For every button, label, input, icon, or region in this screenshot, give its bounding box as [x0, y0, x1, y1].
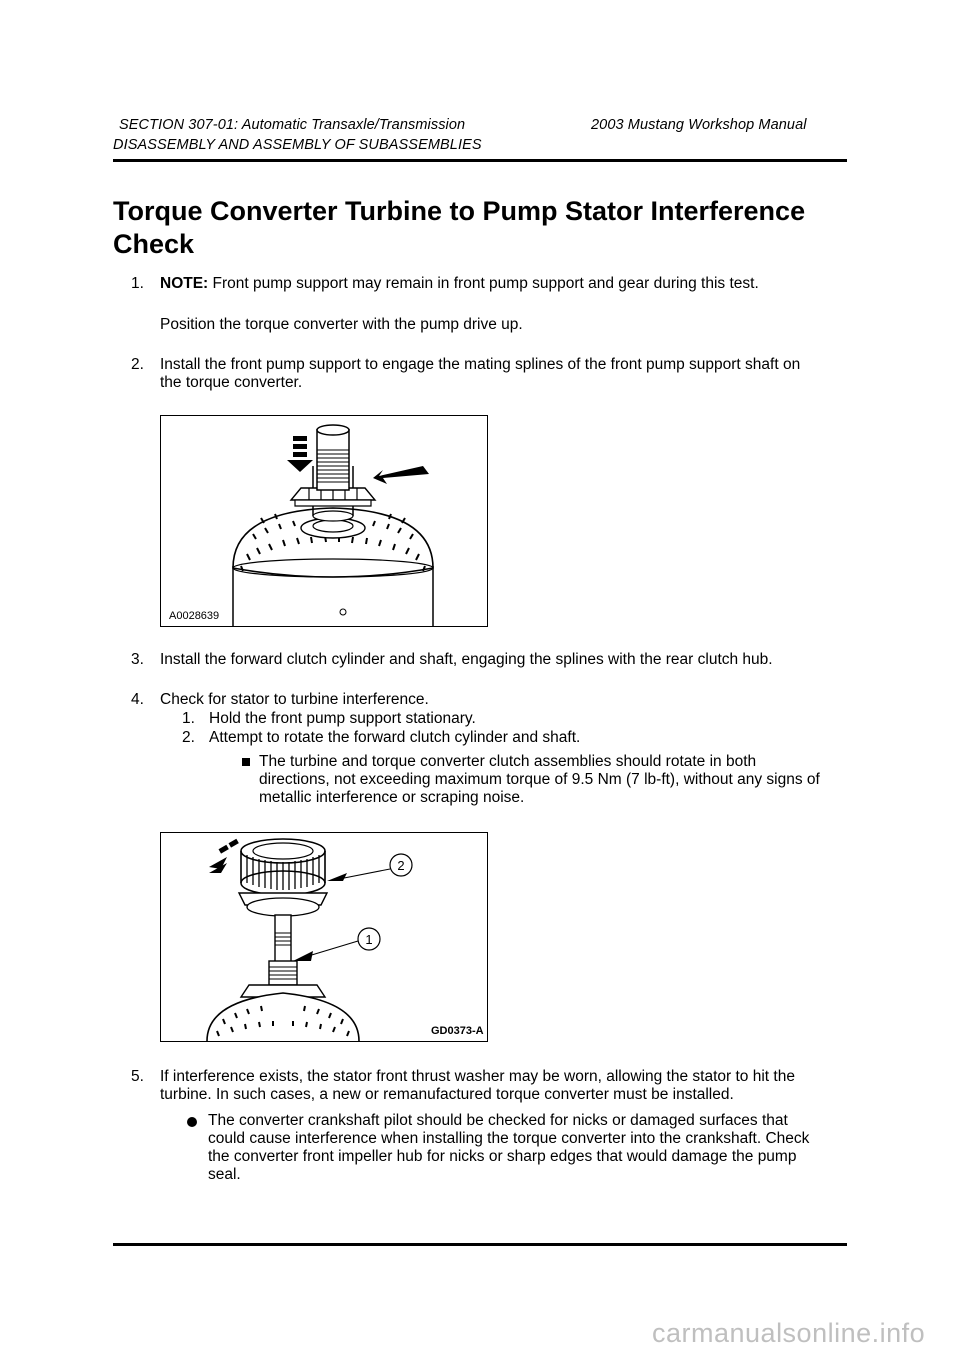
step-4-sub1-number: 1. — [182, 710, 195, 727]
step-5-line1: If interference exists, the stator front thrust washer may be worn, allowing the stator to hit the — [160, 1068, 795, 1085]
step-5-bullet-line2: could cause interference when installing the torque converter into the crankshaft. Check — [208, 1130, 810, 1147]
figure-2-id: GD0373-A — [431, 1025, 484, 1037]
watermark: carmanualsonline.info — [652, 1318, 926, 1348]
step-4-text: Check for stator to turbine interference. — [160, 691, 429, 708]
square-bullet-icon — [242, 758, 250, 766]
page-title-line2: Check — [113, 229, 195, 259]
step-3-text: Install the forward clutch cylinder and shaft, engaging the splines with the rear clutch hub. — [160, 651, 773, 668]
step-1-note — [160, 275, 759, 293]
step-4-sub2-number: 2. — [182, 729, 195, 746]
step-2-text — [160, 356, 800, 392]
clutch-cylinder-illustration — [161, 833, 487, 1041]
step-4-sub2-text: Attempt to rotate the forward clutch cylinder and shaft. — [209, 729, 581, 746]
step-4-bullet-line3: metallic interference or scraping noise. — [259, 789, 525, 806]
figure-1-id: A0028639 — [169, 610, 220, 622]
header-subtitle: DISASSEMBLY AND ASSEMBLY OF SUBASSEMBLIES — [113, 137, 482, 153]
step-5-text — [160, 1068, 795, 1104]
step-4-bullet-text — [259, 753, 820, 807]
figure-torque-converter — [160, 415, 488, 627]
step-5-line2: turbine. In such cases, a new or remanufactured torque converter must be installed. — [160, 1086, 734, 1103]
step-1-text: Position the torque converter with the pump drive up. — [160, 316, 523, 333]
step-4-sub1-text: Hold the front pump support stationary. — [209, 710, 476, 727]
step-2-line1: Install the front pump support to engage the mating splines of the front pump support shaft on — [160, 356, 801, 373]
header-manual-title: 2003 Mustang Workshop Manual — [591, 117, 807, 133]
step-2-number: 2. — [131, 356, 144, 373]
round-bullet-icon — [187, 1117, 197, 1127]
page-title — [113, 195, 805, 261]
step-4-number: 4. — [131, 691, 144, 708]
header-section: SECTION 307-01: Automatic Transaxle/Transmission — [119, 117, 466, 133]
note-text: Front pump support may remain in front pump support and gear during this test. — [208, 275, 759, 292]
step-5-number: 5. — [131, 1068, 144, 1085]
step-1-number: 1. — [131, 275, 144, 292]
step-5-bullet-line1: The converter crankshaft pilot should be checked for nicks or damaged surfaces that — [208, 1112, 788, 1129]
torque-converter-illustration — [161, 416, 487, 626]
step-5-bullet-line3: the converter front impeller hub for nicks or sharp edges that would damage the pump — [208, 1148, 797, 1165]
step-5-bullet-text — [208, 1112, 809, 1184]
step-2-line2: the torque converter. — [160, 374, 303, 391]
note-label: NOTE: — [160, 275, 209, 292]
callout-1-label: 1 — [365, 932, 373, 947]
page-title-line1: Torque Converter Turbine to Pump Stator Interference — [113, 196, 806, 226]
figure-clutch-cylinder — [160, 832, 488, 1042]
header-rule — [113, 159, 847, 162]
callout-2-label: 2 — [397, 858, 405, 873]
step-4-bullet-line2: directions, not exceeding maximum torque of 9.5 Nm (7 lb-ft), without any signs of — [259, 771, 820, 788]
footer-rule — [113, 1243, 847, 1246]
step-5-bullet-line4: seal. — [208, 1166, 241, 1183]
step-4-bullet-line1: The turbine and torque converter clutch assemblies should rotate in both — [259, 753, 757, 770]
step-3-number: 3. — [131, 651, 144, 668]
